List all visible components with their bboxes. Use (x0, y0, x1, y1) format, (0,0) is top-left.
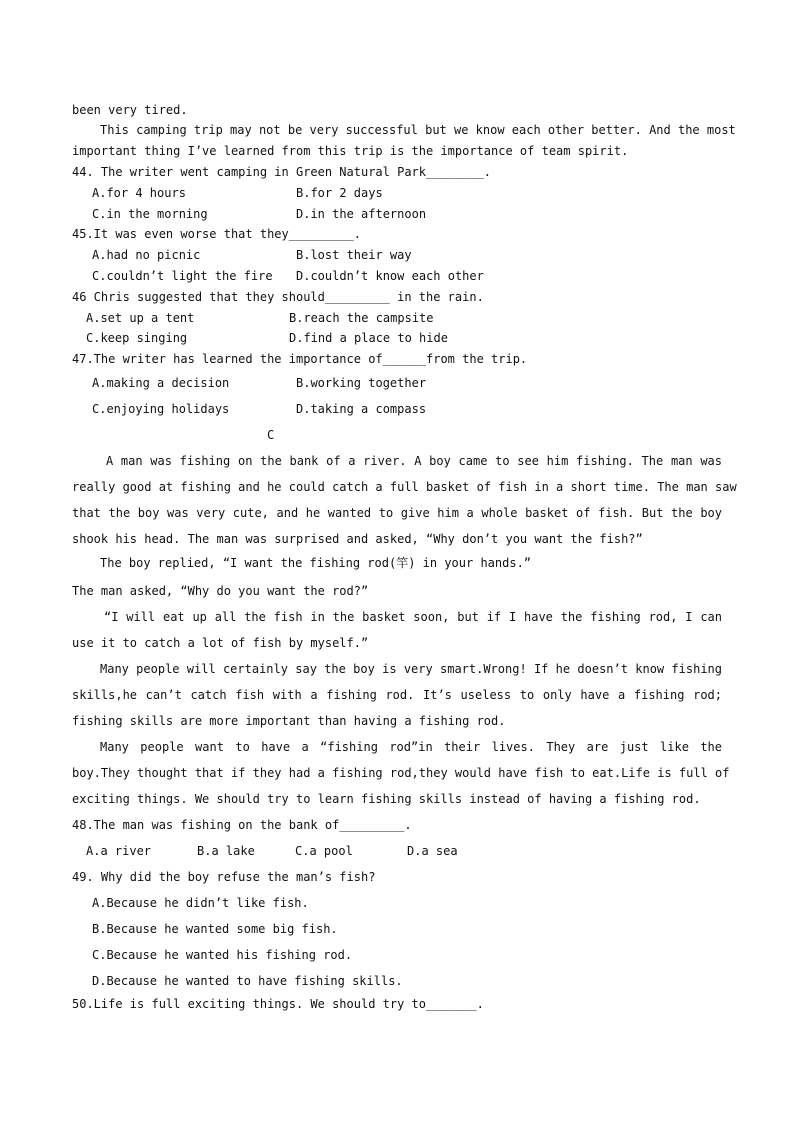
option-49-c: C.Because he wanted his fishing rod. (92, 948, 353, 962)
option-48-a: A.a river (86, 844, 152, 858)
passage-line: use it to catch a lot of fish by myself.” (72, 636, 369, 650)
question-stem-44: 44. The writer went camping in Green Natural Park________. (72, 165, 492, 179)
option-44-a: A.for 4 hours (92, 186, 186, 200)
option-47-c: C.enjoying holidays (92, 402, 230, 416)
passage-line: This camping trip may not be very successful but we know each other better. And the most (100, 123, 736, 137)
passage-line: Many people will certainly say the boy is very smart.Wrong! If he doesn’t know fishing (100, 662, 722, 676)
question-stem-45: 45.It was even worse that they_________. (72, 227, 361, 241)
option-46-b: B.reach the campsite (289, 311, 434, 325)
passage-line: exciting things. We should try to learn fishing skills instead of having a fishing rod. (72, 792, 701, 806)
option-46-d: D.find a place to hide (289, 331, 448, 345)
question-stem-49: 49. Why did the boy refuse the man’s fish? (72, 870, 376, 884)
option-45-c: C.couldn’t light the fire (92, 269, 273, 283)
passage-line: important thing I’ve learned from this trip is the importance of team spirit. (72, 144, 629, 158)
option-48-b: B.a lake (197, 844, 255, 858)
option-46-a: A.set up a tent (86, 311, 195, 325)
passage-line: A man was fishing on the bank of a river. A boy came to see him fishing. The man was (106, 454, 722, 468)
question-stem-50: 50.Life is full exciting things. We should try to_______. (72, 997, 484, 1011)
option-48-c: C.a pool (295, 844, 353, 858)
passage-line: The boy replied, “I want the fishing rod(竿) in your hands.” (100, 556, 532, 570)
passage-line: shook his head. The man was surprised and asked, “Why don’t you want the fish?” (72, 532, 643, 546)
option-48-d: D.a sea (407, 844, 458, 858)
option-47-b: B.working together (296, 376, 427, 390)
option-49-a: A.Because he didn’t like fish. (92, 896, 309, 910)
passage-line: been very tired. (72, 103, 188, 117)
option-49-b: B.Because he wanted some big fish. (92, 922, 338, 936)
passage-line: Many people want to have a “fishing rod”in their lives. They are just like the (100, 740, 722, 754)
option-45-a: A.had no picnic (92, 248, 201, 262)
passage-line: skills,he can’t catch fish with a fishing rod. It’s useless to only have a fishing rod; (72, 688, 722, 702)
passage-line: fishing skills are more important than having a fishing rod. (72, 714, 506, 728)
section-heading: C (267, 428, 275, 442)
option-45-d: D.couldn’t know each other (296, 269, 484, 283)
question-stem-47: 47.The writer has learned the importance of______from the trip. (72, 352, 528, 366)
question-stem-48: 48.The man was fishing on the bank of_________. (72, 818, 412, 832)
question-stem-46: 46 Chris suggested that they should_________ in the rain. (72, 290, 484, 304)
passage-line: The man asked, “Why do you want the rod?” (72, 584, 369, 598)
option-45-b: B.lost their way (296, 248, 412, 262)
passage-line: boy.They thought that if they had a fishing rod,they would have fish to eat.Life is full of (72, 766, 730, 780)
passage-line: really good at fishing and he could catch a full basket of fish in a short time. The man saw (72, 480, 737, 494)
option-49-d: D.Because he wanted to have fishing skills. (92, 974, 403, 988)
passage-line: that the boy was very cute, and he wanted to give him a whole basket of fish. But the boy (72, 506, 722, 520)
passage-line: “I will eat up all the fish in the basket soon, but if I have the fishing rod, I can (104, 610, 722, 624)
option-44-c: C.in the morning (92, 207, 208, 221)
option-47-a: A.making a decision (92, 376, 230, 390)
option-44-b: B.for 2 days (296, 186, 383, 200)
option-47-d: D.taking a compass (296, 402, 427, 416)
option-46-c: C.keep singing (86, 331, 188, 345)
option-44-d: D.in the afternoon (296, 207, 427, 221)
